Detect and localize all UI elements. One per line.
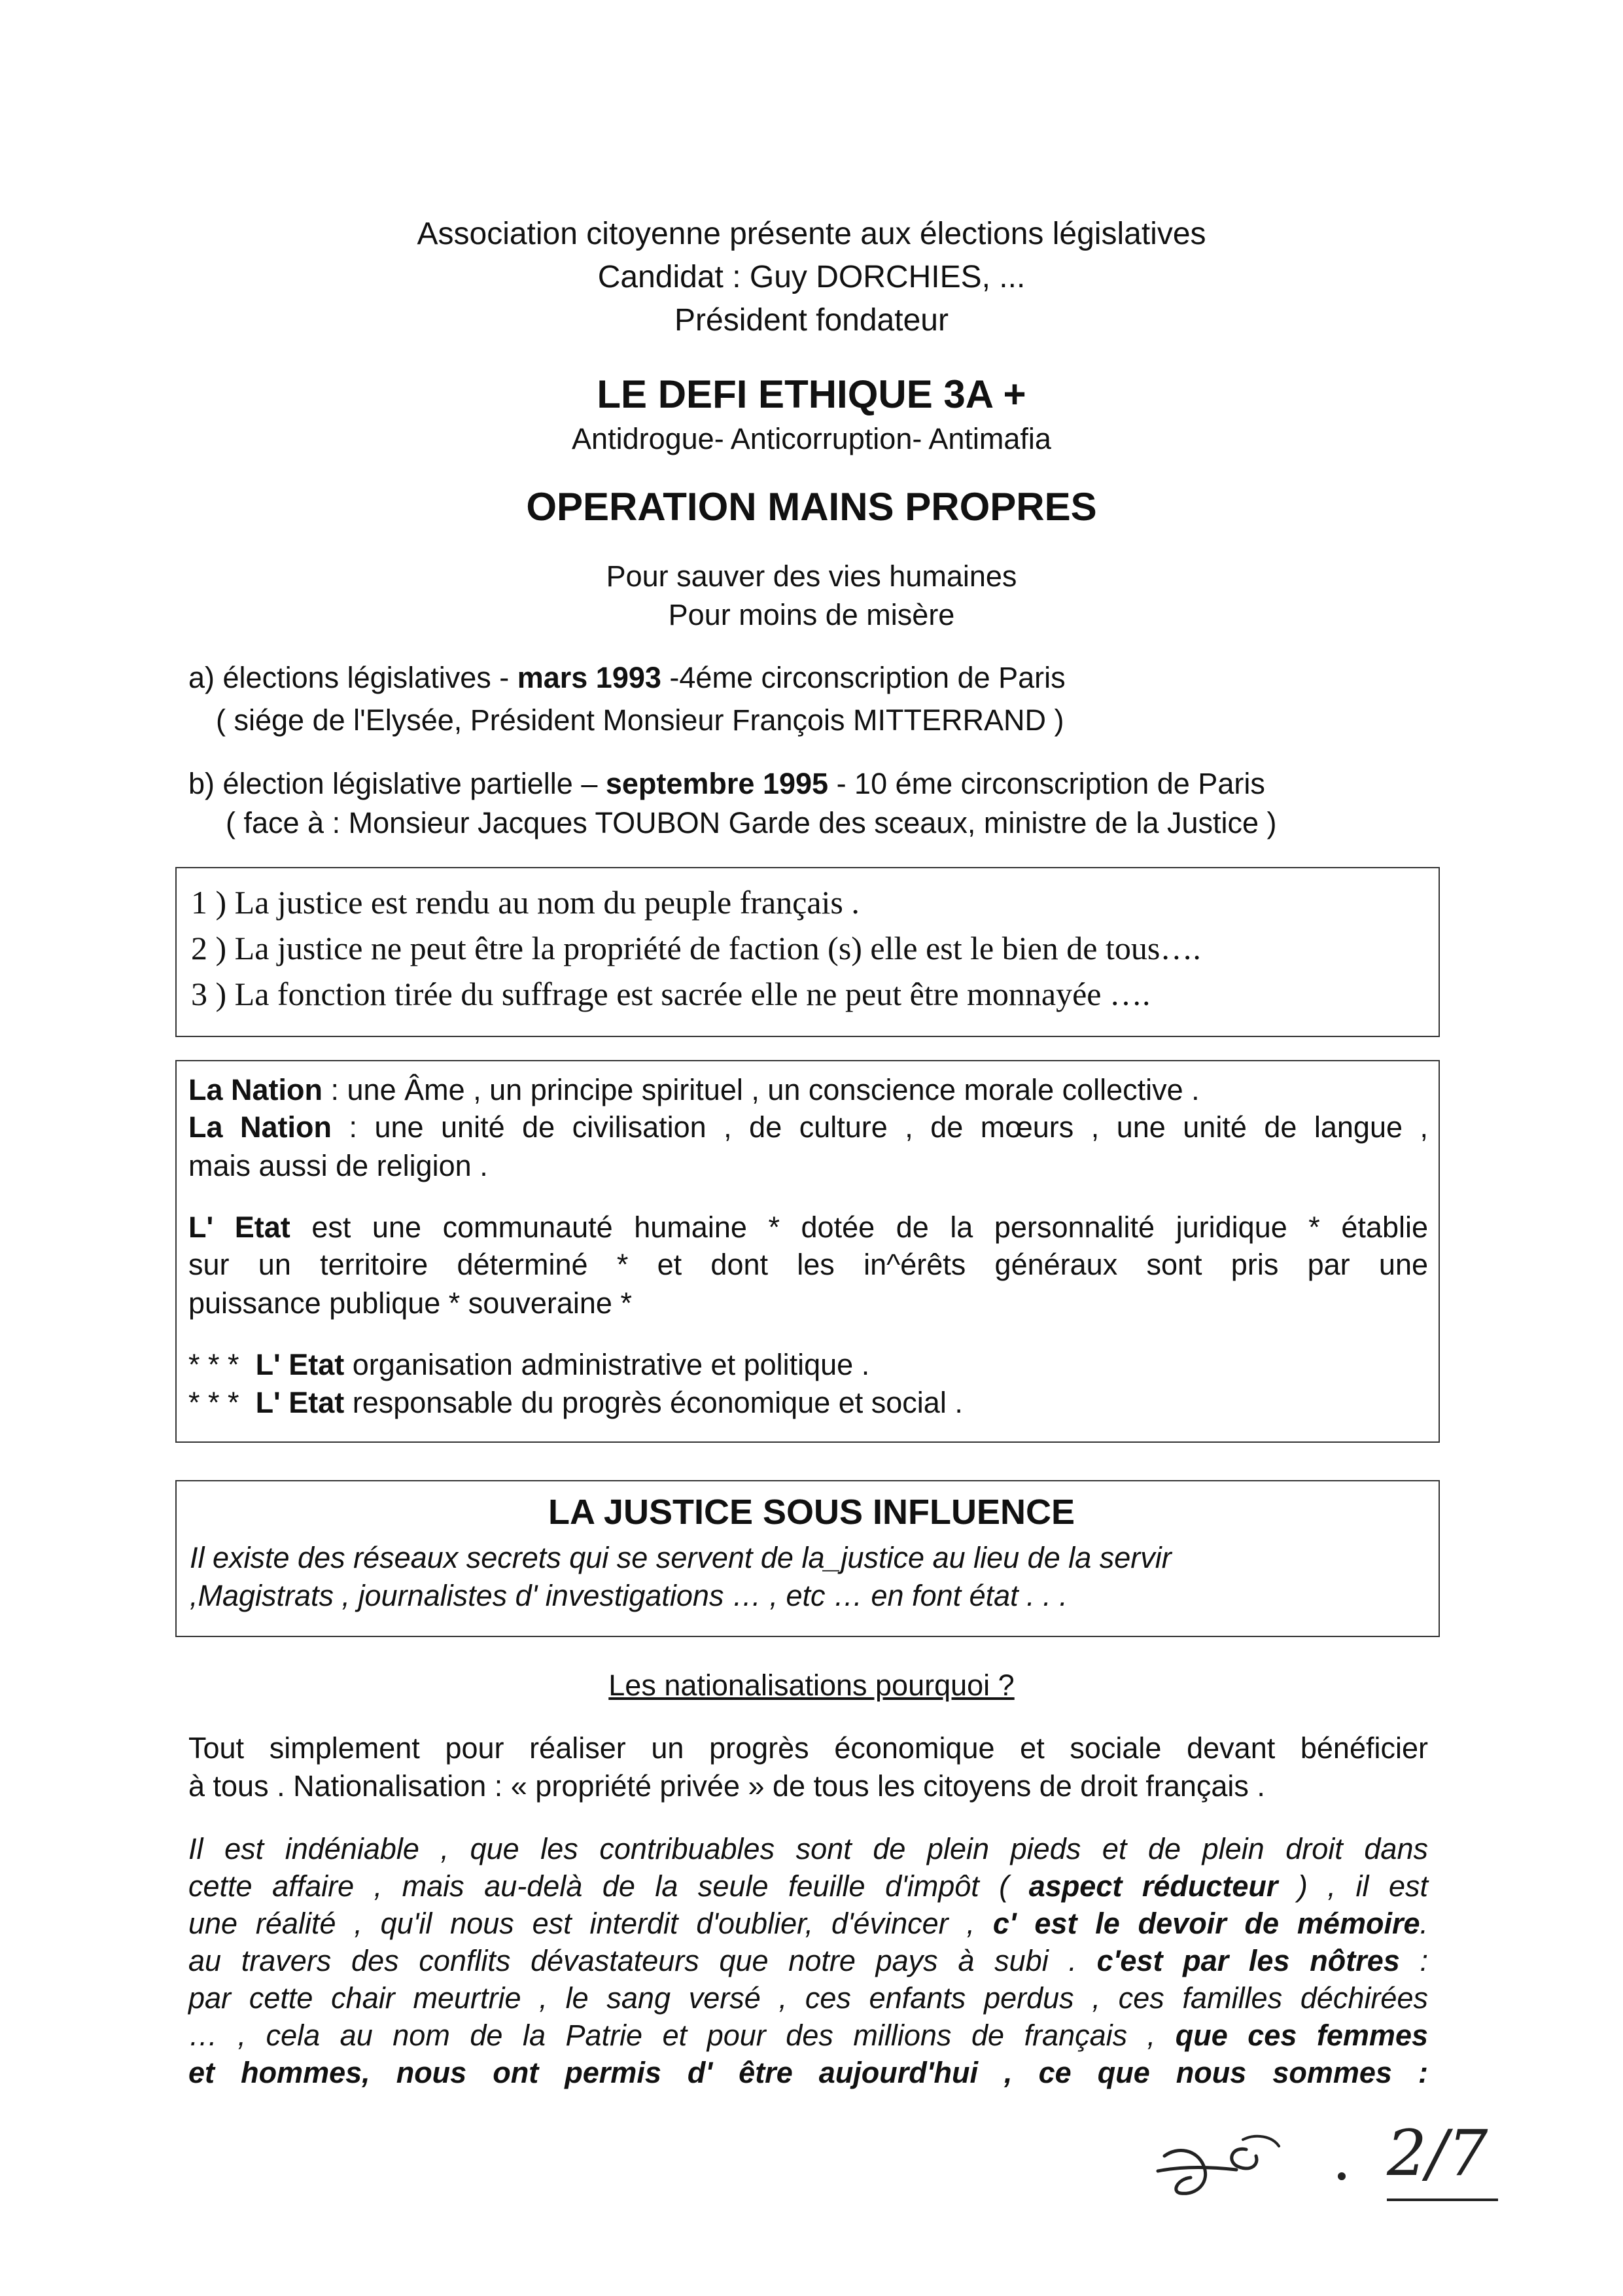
nation-definition-2: La Nation : une unité de civilisation , de culture , de mœurs , une unité de langue ,	[188, 1110, 1428, 1144]
page-number-underline	[1387, 2199, 1498, 2201]
state-definition-line-3: puissance publique * souveraine *	[188, 1286, 632, 1320]
document-title: LE DEFI ETHIQUE 3A +	[597, 372, 1026, 416]
nationalisations-heading: Les nationalisations pourquoi ?	[608, 1669, 1015, 1702]
state-role-2: * * * L' Etat responsable du progrès économique et social .	[188, 1386, 963, 1419]
signature-dot	[1338, 2172, 1346, 2180]
header-line-president: Président fondateur	[674, 303, 949, 338]
handwritten-page-number: 2/7	[1387, 2117, 1488, 2190]
nationalisations-para2-line7: et hommes, nous ont permis d' être aujourd'hui , ce que nous sommes :	[188, 2056, 1428, 2089]
state-role-1: * * * L' Etat organisation administrative et politique .	[188, 1348, 870, 1381]
justice-line-1: Il existe des réseaux secrets qui se servent de la_justice au lieu de la servir	[190, 1541, 1172, 1574]
nationalisations-para2-line1: Il est indéniable , que les contribuables sont de plein pieds et de plein droit dans	[188, 1832, 1428, 1865]
election-b-detail: ( face à : Monsieur Jacques TOUBON Garde des sceaux, ministre de la Justice )	[226, 806, 1277, 839]
principle-1: 1 ) La justice est rendu au nom du peuple français .	[191, 884, 860, 921]
header-line-association: Association citoyenne présente aux élections législatives	[417, 217, 1206, 251]
handwritten-initials-signature	[1151, 2120, 1321, 2212]
nationalisations-para2-line6: … , cela au nom de la Patrie et pour des millions de français , que ces femmes	[188, 2019, 1428, 2052]
nationalisations-para2-line3: une réalité , qu'il nous est interdit d'oublier, d'évincer , c' est le devoir de mémoire.	[188, 1907, 1428, 1940]
operation-title: OPERATION MAINS PROPRES	[526, 485, 1097, 529]
justice-title: LA JUSTICE SOUS INFLUENCE	[548, 1492, 1075, 1532]
nationalisations-para2-line5: par cette chair meurtrie , le sang versé , ces enfants perdus , ces familles déchirées	[188, 1981, 1428, 2015]
principle-2: 2 ) La justice ne peut être la propriété de faction (s) elle est le bien de tous….	[191, 930, 1201, 966]
document-subtitle: Antidrogue- Anticorruption- Antimafia	[572, 422, 1051, 455]
nationalisations-para1-line1: Tout simplement pour réaliser un progrès économique et sociale devant bénéficier	[188, 1731, 1428, 1765]
nation-definition-2-cont: mais aussi de religion .	[188, 1149, 488, 1182]
nationalisations-para2-line2: cette affaire , mais au-delà de la seule feuille d'impôt ( aspect réducteur ) , il est	[188, 1869, 1428, 1903]
state-definition-line-2: sur un territoire déterminé * et dont les in^érêts généraux sont pris par une	[188, 1248, 1428, 1281]
nation-definition-1: La Nation : une Âme , un principe spirituel , un conscience morale collective .	[188, 1073, 1200, 1106]
state-definition-line-1: L' Etat est une communauté humaine * dotée de la personnalité juridique * établie	[188, 1210, 1428, 1244]
election-a-detail: ( siége de l'Elysée, Président Monsieur François MITTERRAND )	[216, 703, 1064, 737]
election-a: a) élections législatives - mars 1993 -4éme circonscription de Paris	[188, 661, 1066, 694]
justice-line-2: ,Magistrats , journalistes d' investigations … , etc … en font état . . .	[190, 1579, 1068, 1612]
purpose-line-1: Pour sauver des vies humaines	[606, 559, 1017, 593]
nationalisations-para2-line4: au travers des conflits dévastateurs que notre pays à subi . c'est par les nôtres :	[188, 1944, 1428, 1977]
nationalisations-para1-line2: à tous . Nationalisation : « propriété privée » de tous les citoyens de droit français .	[188, 1769, 1265, 1803]
purpose-line-2: Pour moins de misère	[668, 598, 955, 631]
header-line-candidate: Candidat : Guy DORCHIES, ...	[597, 260, 1026, 294]
election-b: b) élection législative partielle – septembre 1995 - 10 éme circonscription de Paris	[188, 767, 1265, 800]
principle-3: 3 ) La fonction tirée du suffrage est sacrée elle ne peut être monnayée ….	[191, 976, 1151, 1012]
